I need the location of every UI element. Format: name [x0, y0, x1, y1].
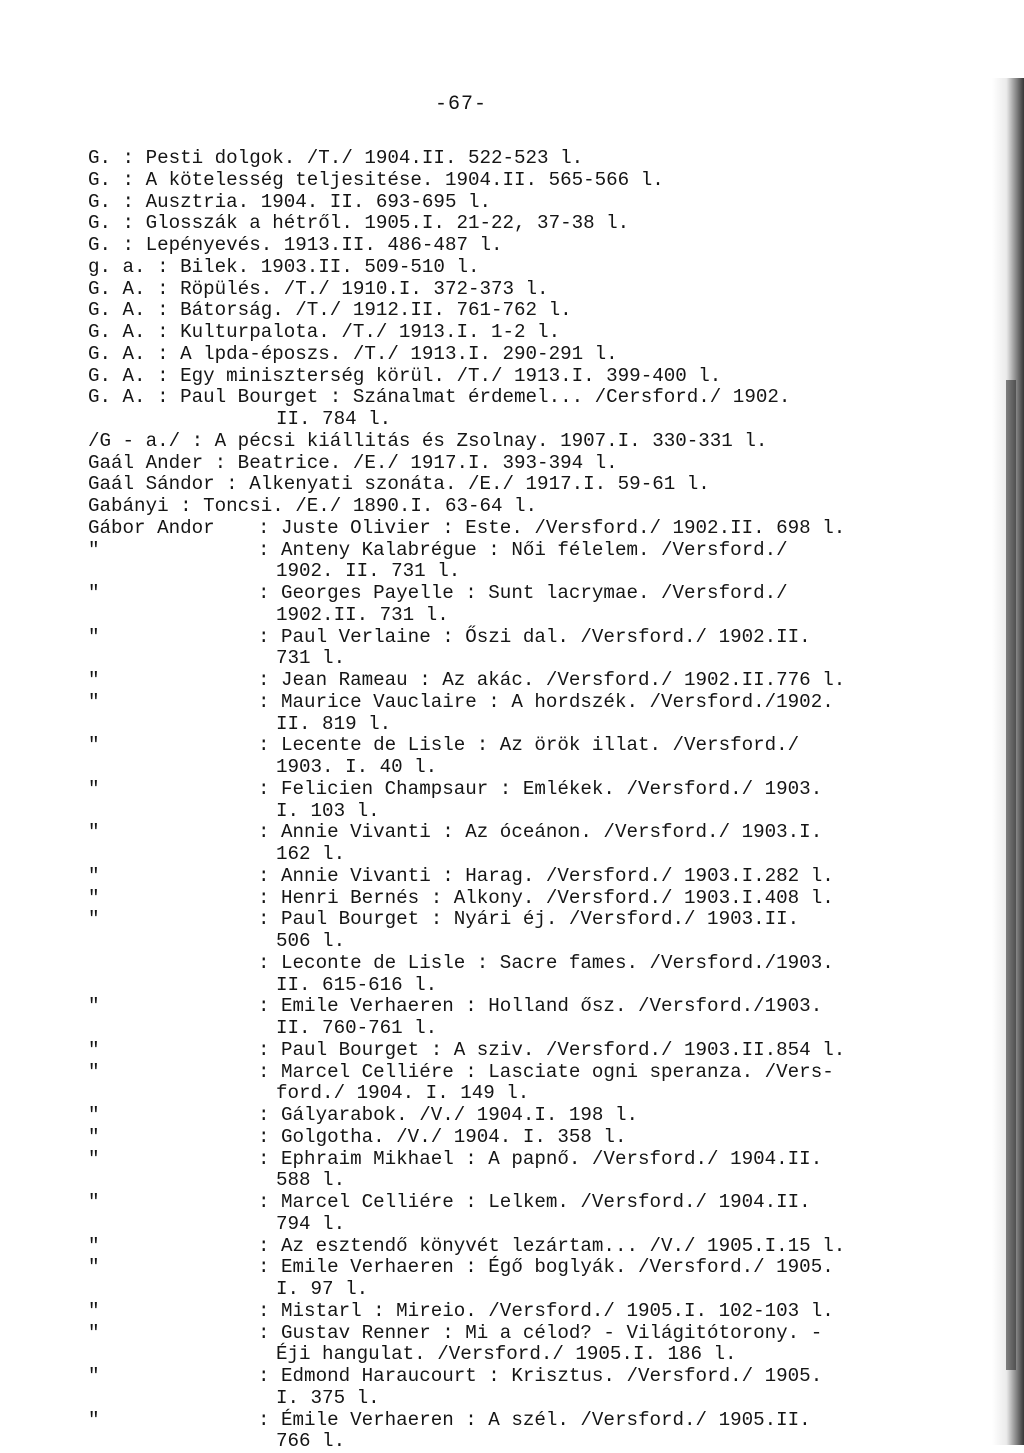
entry-continuation: 162 l.	[276, 843, 346, 865]
entry-continuation: I. 103 l.	[276, 799, 380, 822]
ditto-mark: "	[88, 1191, 100, 1213]
entry-title: : Emile Verhaeren : Égő boglyák. /Versford./ 1905.	[258, 1256, 834, 1279]
entry-title: : Jean Rameau : Az akác. /Versford./ 1902.II.776 l.	[258, 669, 846, 691]
entry-continuation: 588 l.	[276, 1169, 346, 1192]
entry-author: G. A. : Röpülés. /T./ 1910.I. 372-373 l.	[88, 277, 549, 300]
ditto-mark: "	[88, 1125, 100, 1148]
entry-continuation: 506 l.	[276, 930, 346, 952]
entry-continuation: II. 615-616 l.	[276, 973, 438, 996]
entry-title: : Golgotha. /V./ 1904. I. 358 l.	[258, 1125, 627, 1148]
entry-title: : Anteny Kalabrégue : Női félelem. /Versford./	[258, 538, 788, 561]
ditto-mark: "	[88, 1060, 100, 1083]
entry-title: : Felicien Champsaur : Emlékek. /Versford./ 1903.	[258, 777, 823, 800]
entry-author: G. : A kötelesség teljesitése. 1904.II. 565-566 l.	[88, 168, 664, 191]
entry-continuation: II. 784 l.	[276, 408, 392, 430]
entry-title: : Marcel Celliére : Lelkem. /Versford./ 1904.II.	[258, 1191, 811, 1213]
ditto-mark: "	[88, 538, 100, 561]
entry-title: : Annie Vivanti : Az óceánon. /Versford./ 1903.I.	[258, 821, 823, 844]
entry-title: : Marcel Celliére : Lasciate ogni speranza. /Vers-	[258, 1060, 834, 1083]
ditto-mark: "	[88, 995, 100, 1018]
entry-continuation: Éji hangulat. /Versford./ 1905.I. 186 l.	[276, 1343, 737, 1366]
ditto-mark: "	[88, 582, 100, 604]
entry-author: Gaál Sándor : Alkenyati szonáta. /E./ 1917.I. 59-61 l.	[88, 473, 710, 496]
entry-title: : Ephraim Mikhael : A papnő. /Versford./ 1904.II.	[258, 1147, 823, 1170]
ditto-mark: "	[88, 734, 100, 757]
entry-author: G. A. : Kulturpalota. /T./ 1913.I. 1-2 l.	[88, 321, 561, 343]
ditto-mark: "	[88, 886, 100, 909]
ditto-mark: "	[88, 864, 100, 887]
entry-title: : Paul Bourget : Nyári éj. /Versford./ 1903.II.	[258, 908, 800, 931]
entry-continuation: II. 819 l.	[276, 712, 392, 735]
entry-continuation: 794 l.	[276, 1212, 346, 1235]
ditto-mark: "	[88, 690, 100, 713]
entry-title: : Georges Payelle : Sunt lacrymae. /Versford./	[258, 582, 788, 604]
ditto-mark: "	[88, 625, 100, 648]
entry-title: : Henri Bernés : Alkony. /Versford./ 1903.I.408 l.	[258, 886, 834, 909]
ditto-mark: "	[88, 1408, 100, 1431]
entry-author: G. A. : A lpda-époszs. /T./ 1913.I. 290-291 l.	[88, 342, 618, 365]
ditto-mark: "	[88, 1147, 100, 1170]
entry-author: G. : Ausztria. 1904. II. 693-695 l.	[88, 190, 492, 213]
entry-continuation: 1902.II. 731 l.	[276, 603, 449, 626]
entry-author: g. a. : Bilek. 1903.II. 509-510 l.	[88, 255, 480, 278]
ditto-mark: "	[88, 1104, 100, 1126]
entry-title: : Lecente de Lisle : Az örök illat. /Versford./	[258, 734, 800, 757]
entry-author: G. : Glosszák a hétről. 1905.I. 21-22, 37-38 l.	[88, 212, 630, 235]
entry-title: : Paul Verlaine : Őszi dal. /Versford./ 1902.II.	[258, 625, 811, 648]
entry-author: Gaál Ander : Beatrice. /E./ 1917.I. 393-394 l.	[88, 451, 618, 474]
ditto-mark: "	[88, 821, 100, 844]
entry-title: : Leconte de Lisle : Sacre fames. /Versford./1903.	[258, 951, 834, 974]
entry-continuation: I. 97 l.	[276, 1278, 369, 1300]
entry-title: : Emile Verhaeren : Holland ősz. /Versford./1903.	[258, 995, 823, 1018]
entry-title: : Juste Olivier : Este. /Versford./ 1902.II. 698 l.	[258, 516, 846, 539]
entry-continuation: II. 760-761 l.	[276, 1017, 438, 1039]
ditto-mark: "	[88, 1365, 100, 1387]
entry-title: : Maurice Vauclaire : A hordszék. /Versford./1902.	[258, 690, 834, 713]
entry-title: : Paul Bourget : A sziv. /Versford./ 1903.II.854 l.	[258, 1038, 846, 1061]
entry-author: G. A. : Egy miniszterség körül. /T./ 1913.I. 399-400 l.	[88, 364, 722, 387]
entry-title: : Mistarl : Mireio. /Versford./ 1905.I. 102-103 l.	[258, 1299, 834, 1322]
entry-title: : Edmond Haraucourt : Krisztus. /Versford./ 1905.	[258, 1365, 823, 1387]
entry-author: /G - a./ : A pécsi kiállitás és Zsolnay. 1907.I. 330-331 l.	[88, 429, 768, 452]
entry-author: G. : Pesti dolgok. /T./ 1904.II. 522-523 l.	[88, 147, 584, 169]
entry-title: : Gustav Renner : Mi a célod? - Világitótorony. -	[258, 1321, 823, 1344]
entry-continuation: I. 375 l.	[276, 1386, 380, 1409]
ditto-mark: "	[88, 1234, 100, 1257]
entry-author: G. : Lepényevés. 1913.II. 486-487 l.	[88, 234, 503, 256]
page-number: -67-	[435, 93, 488, 116]
ditto-mark: "	[88, 1256, 100, 1279]
entry-continuation: 766 l.	[276, 1430, 346, 1453]
ditto-mark: "	[88, 1299, 100, 1322]
scan-binding-mark	[1006, 380, 1016, 1370]
ditto-mark: "	[88, 777, 100, 800]
ditto-mark: "	[88, 1038, 100, 1061]
entry-title: : Gályarabok. /V./ 1904.I. 198 l.	[258, 1104, 638, 1126]
entry-author: G. A. : Paul Bourget : Szánalmat érdemel... /Cersford./ 1902.	[88, 386, 791, 409]
ditto-mark: "	[88, 669, 100, 691]
entry-author: Gabányi : Toncsi. /E./ 1890.I. 63-64 l.	[88, 495, 538, 517]
entry-title: : Annie Vivanti : Harag. /Versford./ 1903.I.282 l.	[258, 864, 834, 887]
ditto-mark: "	[88, 1321, 100, 1344]
entry-author: G. A. : Bátorság. /T./ 1912.II. 761-762 l.	[88, 299, 572, 322]
ditto-mark: "	[88, 908, 100, 931]
entry-continuation: 1902. II. 731 l.	[276, 560, 461, 583]
entry-author: Gábor Andor	[88, 516, 215, 539]
entry-continuation: 731 l.	[276, 647, 346, 670]
entry-title: : Az esztendő könyvét lezártam... /V./ 1905.I.15 l.	[258, 1234, 846, 1257]
entry-continuation: 1903. I. 40 l.	[276, 756, 438, 778]
entry-title: : Émile Verhaeren : A szél. /Versford./ 1905.II.	[258, 1408, 811, 1431]
entry-continuation: ford./ 1904. I. 149 l.	[276, 1082, 530, 1105]
